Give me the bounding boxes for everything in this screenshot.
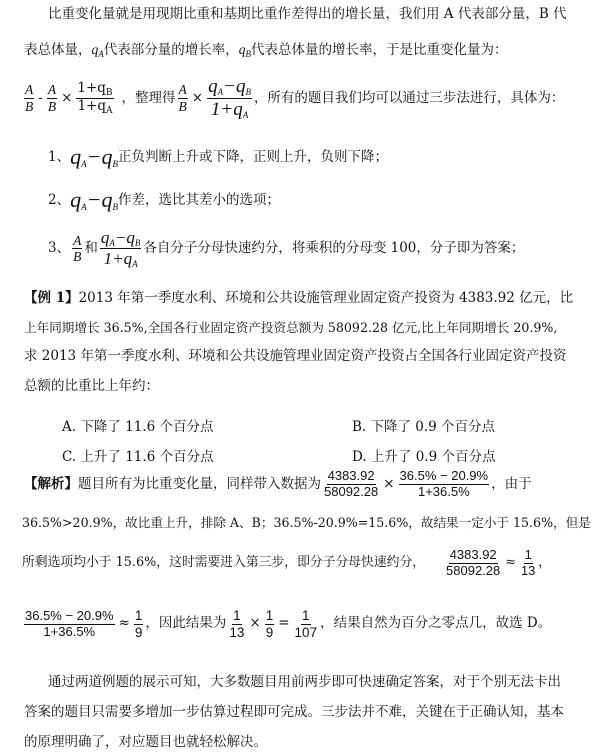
analysis-line3 — [22, 548, 551, 579]
fraction-a-over-b: $\frac{A}{B}$ — [47, 82, 57, 114]
fraction-one-ninth: $\frac{1}{9}$ — [134, 608, 143, 640]
text-segment: 所剩选项均小于 15.6%，这时需要进入第三步，即分子分母快速约分， — [22, 555, 426, 571]
step-number: 2、 — [48, 191, 71, 208]
fraction-growth-diff: $\frac{36.5\% - 20.9\%}{1+36.5\%}$ — [399, 468, 489, 499]
option-a: A. 下降了 11.6 个百分点 — [62, 419, 214, 435]
fraction-investment-ratio: $\frac{4383.92}{58092.28}$ — [324, 468, 379, 499]
qb-symbol: $q_B$ — [238, 42, 251, 59]
analysis-line1 — [24, 469, 532, 500]
step-text: 作差，选比其差小的选项； — [117, 191, 280, 208]
text-segment: ，所有的题目我们均可以通过三步法进行，具体为： — [253, 89, 565, 106]
formula-line — [22, 76, 564, 121]
times-sign: × — [383, 475, 395, 492]
and-text: 和 — [84, 240, 98, 257]
fraction-one-ninth: $\frac{1}{9}$ — [265, 608, 274, 640]
para1-line2 — [24, 43, 508, 59]
approx-sign: ≈ — [505, 555, 517, 571]
text-segment: ，因此结果为 — [145, 615, 227, 632]
fraction-growth-ratio: $\frac{1+q_B}{1+q_A}$ — [77, 79, 113, 116]
step-number: 3、 — [48, 240, 71, 257]
conclusion-line3: 的原理明确了，对应题目也就轻松解决。 — [24, 734, 267, 750]
step-number: 1、 — [48, 148, 71, 165]
step-1 — [48, 146, 388, 169]
fraction-a-over-b: $\frac{A}{B}$ — [25, 82, 34, 114]
approx-sign: ≈ — [118, 615, 130, 632]
fraction-qa-minus-qb: $\frac{q_A-q_B}{1+q_A}$ — [100, 228, 141, 270]
step-3 — [48, 228, 524, 270]
example-line4: 总额的比重比上年约： — [24, 378, 159, 394]
text-segment: 表总体量， — [24, 42, 92, 58]
fraction-a-over-b: $\frac{A}{B}$ — [73, 232, 82, 265]
text-segment: 2013 年第一季度水利、环境和公共设施管理业固定资产投资为 4383.92 亿元，比 — [78, 290, 574, 306]
times-sign: × — [249, 615, 261, 632]
text-segment: ，整理得 — [121, 89, 176, 106]
para1-line1: 比重变化量就是用现期比重和基期比重作差得出的增长量，我们用 A 代表部分量，B 代 — [48, 6, 567, 22]
fraction-one-thirteenth: $\frac{1}{13}$ — [521, 547, 536, 578]
option-b: B. 下降了 0.9 个百分点 — [352, 419, 496, 435]
conclusion-line2: 答案的题目只需要多增加一步估算过程即可完成。三步法并不难，关键在于正确认知，基本 — [24, 704, 564, 720]
minus-sign: - — [38, 89, 43, 106]
times-sign: × — [61, 89, 73, 106]
fraction-one-thirteenth: $\frac{1}{13}$ — [229, 608, 245, 640]
text-segment: 代表总体量的增长率，于是比重变化量为： — [251, 42, 508, 58]
comma: ， — [538, 555, 552, 571]
analysis-tag: 【解析】 — [24, 475, 78, 492]
qa-symbol: $q_A$ — [91, 42, 104, 59]
times-sign: × — [191, 89, 204, 106]
example-tag: 【例 1】 — [24, 290, 79, 306]
text-segment: 代表部分量的增长率， — [103, 42, 239, 58]
example-line1 — [24, 292, 573, 306]
step-text: 正负判断上升或下降，正则上升，负则下降； — [117, 148, 388, 165]
fraction-qa-minus-qb: $\frac{q_A-q_B}{1+q_A}$ — [208, 76, 251, 120]
fraction-investment-ratio: $\frac{4383.92}{58092.28}$ — [446, 547, 501, 578]
analysis-line4 — [22, 608, 551, 640]
qa-minus-qb: $q_A-q_B$ — [70, 187, 118, 212]
text-segment: ，由于 — [491, 475, 532, 492]
equals-sign: = — [278, 615, 290, 632]
conclusion-line1: 通过两道例题的展示可知，大多数题目用前两步即可快速确定答案，对于个别无法卡出 — [48, 674, 561, 690]
example-line2: 上年同期增长 36.5%,全国各行业固定资产投资总额为 58092.28 亿元,比上年同期增长 20.9%, — [24, 320, 558, 335]
fraction-one-107th: $\frac{1}{107}$ — [294, 608, 318, 640]
fraction-a-over-b: $\frac{A}{B}$ — [178, 82, 187, 114]
text-segment: 题目所有为比重变化量，同样带入数据为 — [78, 475, 321, 492]
text-segment: ，结果自然为百分之零点几，故选 D。 — [320, 615, 552, 632]
step-2 — [48, 189, 280, 212]
option-d: D. 上升了 0.9 个百分点 — [352, 449, 496, 465]
analysis-line2: 36.5%>20.9%，故比重上升，排除 A、B；36.5%-20.9%=15.6%，故结果一定小于 15.6%，但是 — [22, 515, 591, 530]
qa-minus-qb: $q_A-q_B$ — [70, 144, 118, 169]
fraction-growth-diff: $\frac{36.5\% - 20.9\%}{1+36.5\%}$ — [25, 607, 114, 639]
example-line3: 求 2013 年第一季度水利、环境和公共设施管理业固定资产投资占全国各行业固定资产投资 — [24, 348, 567, 364]
step-text: 各自分子分母快速约分，将乘积的分母变 100，分子即为答案； — [143, 240, 525, 257]
option-c: C. 上升了 11.6 个百分点 — [62, 449, 214, 465]
